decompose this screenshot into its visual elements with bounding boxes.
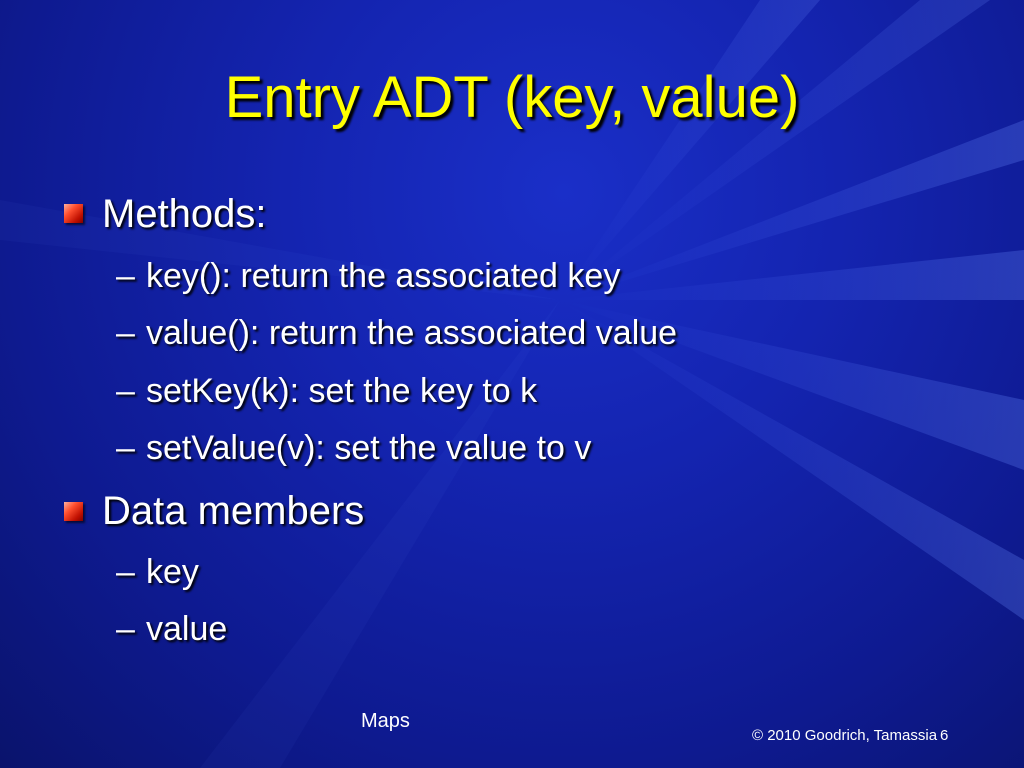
slide-number: 6 [940,727,949,744]
bullet-data-members: Data members [102,489,365,533]
dash: – [116,610,135,648]
subitem-value-member [116,609,227,649]
dash: – [116,429,135,467]
subitem-key-method [116,256,620,296]
dash: – [116,372,135,410]
subitem-text: setKey(k): set the key to k [146,372,538,410]
footer-topic: Maps [361,710,410,732]
subitem-text: value(): return the associated value [146,314,678,352]
subitem-setkey-method [116,371,537,411]
subitem-text: setValue(v): set the value to v [146,429,592,467]
dash: – [116,257,135,295]
bullet-square-icon [64,204,83,223]
bullet-methods: Methods: [102,192,267,236]
subitem-text: value [146,610,228,648]
footer-copyright: © 2010 Goodrich, Tamassia [752,727,938,744]
dash: – [116,553,135,591]
subitem-text: key [146,553,199,591]
bullet-square-icon [64,502,83,521]
slide-title: Entry ADT (key, value) [224,65,800,130]
subitem-value-method [116,313,677,353]
subitem-setvalue-method [116,428,591,468]
subitem-key-member [116,552,199,592]
dash: – [116,314,135,352]
subitem-text: key(): return the associated key [146,257,621,295]
